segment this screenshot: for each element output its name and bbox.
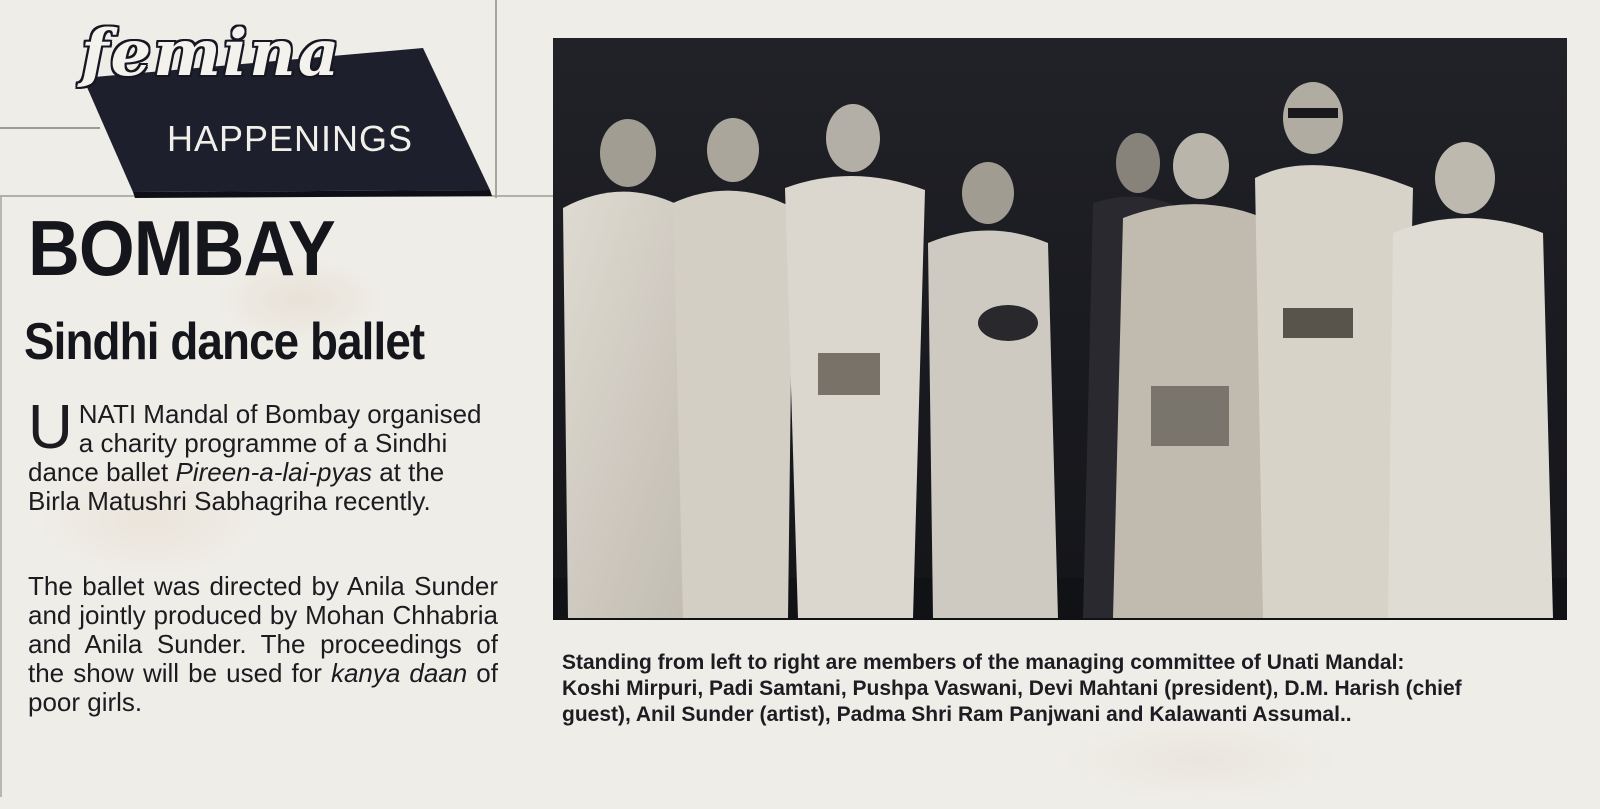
article-paragraph-2: [28, 572, 498, 717]
article-paragraph-1: [28, 393, 498, 516]
section-label: HAPPENINGS: [167, 118, 414, 159]
masthead: [75, 10, 500, 200]
paragraph-text: of poor girls.: [28, 658, 498, 717]
femina-logo: femina: [81, 16, 342, 91]
paragraph-text: NATI Mandal of Bombay organised a charity programme of a Sindhi dance ballet: [28, 399, 482, 487]
group-photo-image: [553, 38, 1567, 620]
paragraph-text: The ballet was directed by Anila Sunder and jointly produced by Mohan Chhabria and Anila Sunder. The proceedings of the show will be used for: [28, 571, 498, 688]
italic-term: kanya daan: [330, 658, 468, 688]
article-headline: Sindhi dance ballet: [24, 313, 425, 371]
fold-line: [0, 197, 7, 797]
photo-caption: Standing from left to right are members of the managing committee of Unati Mandal: Koshi Mirpuri, Padi Samtani, Pushpa Vaswani, Devi Mahtani (president), D.M. Harish (chief guest), Anil Sunder (artist), Padma Shri Ram Panjwani and Kalawanti Assumal..: [562, 651, 1462, 726]
drop-cap: U: [28, 393, 73, 462]
city-heading: BOMBAY: [28, 204, 335, 292]
group-photo: [553, 38, 1567, 620]
paragraph-text: at the Birla Matushri Sabhagriha recently.: [28, 457, 445, 516]
ballet-title: Pireen-a-lai-pyas: [175, 457, 372, 487]
